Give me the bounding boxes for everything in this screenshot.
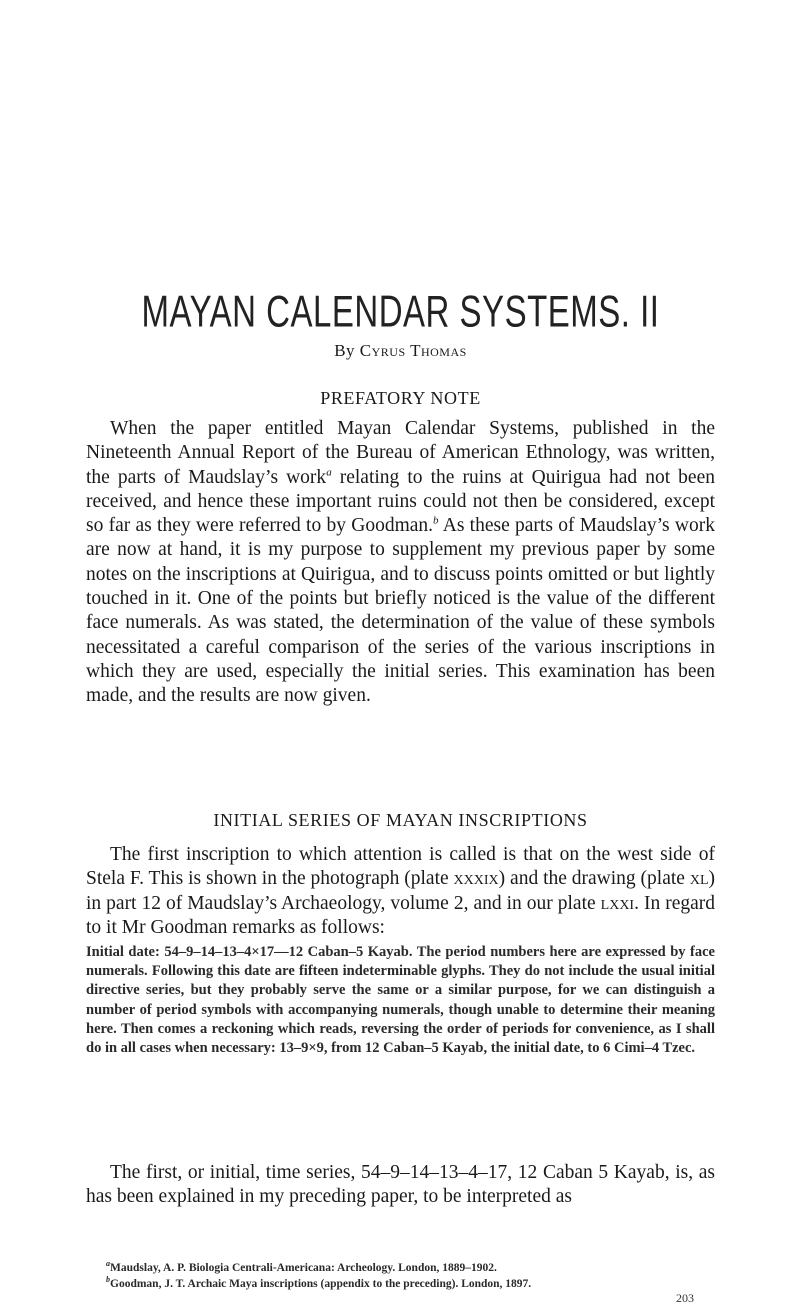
- prefatory-text-2: relating to the ruins at Quirigua had not been received, and hence these important ruins could not then be considered, except so far as they were referred to by Goodman.: [86, 466, 715, 537]
- plate-ref-lxxi: lxxi: [600, 892, 635, 914]
- initial-text-2: ) and the drawing (plate: [498, 868, 690, 890]
- byline: [0, 341, 801, 361]
- plate-ref-xl: xl: [689, 868, 709, 890]
- prefatory-text-1: When the paper entitled Mayan Calendar Systems, published in the Nineteenth Annual Report of the Bureau of American Ethnology, was written, the parts of Maudslay’s work: [86, 418, 715, 488]
- page-number: 203: [676, 1291, 694, 1305]
- initial-text-4: . In regard to it Mr Goodman remarks as follows:: [86, 892, 715, 938]
- byline-prefix: By: [334, 341, 356, 360]
- initial-text-1: The first inscription to which attention is called is that on the west side of Stela F. This is shown in the photograph (plate: [86, 844, 715, 890]
- footnote-b: [106, 1274, 726, 1293]
- prefatory-text-3: As these parts of Maudslay’s work are now at hand, it is my purpose to supplement my previous paper by some notes on the inscriptions at Quirigua, and to discuss points omitted or but lightly touched in it. One of the points but briefly noticed is the value of the different face numerals. As was stated, the determination of the value of these symbols necessitated a careful comparison of the series of the various inscriptions in which they are used, especially the initial series. This examination has been made, and the results are now given.: [86, 515, 715, 707]
- footnote-mark-a: a: [106, 1259, 110, 1269]
- plate-ref-xxxix: xxxix: [453, 868, 499, 890]
- prefatory-paragraph: [86, 417, 715, 709]
- footnotes: [106, 1261, 726, 1292]
- initial-series-heading: INITIAL SERIES OF MAYAN INSCRIPTIONS: [213, 810, 588, 830]
- author-name: Cyrus Thomas: [359, 341, 467, 360]
- initial-series-paragraph: [86, 843, 715, 940]
- initial-text-3: ) in part 12 of Maudslay’s Archaeology, volume 2, and in our plate: [86, 868, 716, 914]
- page-title: MAYAN CALENDAR SYSTEMS. II: [141, 286, 660, 336]
- footnote-mark-b: b: [106, 1274, 110, 1284]
- footnote-ref-a: a: [326, 466, 332, 479]
- prefatory-heading: PREFATORY NOTE: [320, 388, 481, 408]
- goodman-quotation: Initial date: 54–9–14–13–4×17—12 Caban–5 Kayab. The period numbers here are expressed by face numerals. Following this date are fifteen indeterminable glyphs. They do not include the usual initial directive series, but they probably serve the same or a similar purpose, for we can distinguish a number of period symbols with accompanying numerals, though unable to determine their meaning here. Then comes a reckoning which reads, reversing the order of periods for convenience, as I shall do in all cases when necessary: 13–9×9, from 12 Caban–5 Kayab, the initial date, to 6 Cimi–4 Tzec.: [86, 944, 715, 1057]
- continuation-paragraph: The first, or initial, time series, 54–9–14–13–4–17, 12 Caban 5 Kayab, is, as has been explained in my preceding paper, to be interpreted as: [86, 1162, 715, 1208]
- footnote-text-b: Goodman, J. T. Archaic Maya inscriptions (appendix to the preceding). London, 1897.: [110, 1277, 532, 1290]
- footnote-ref-b: b: [433, 514, 439, 527]
- footnote-text-a: Maudslay, A. P. Biologia Centrali-Americana: Archeology. London, 1889–1902.: [110, 1262, 497, 1274]
- footnote-a: [106, 1261, 726, 1277]
